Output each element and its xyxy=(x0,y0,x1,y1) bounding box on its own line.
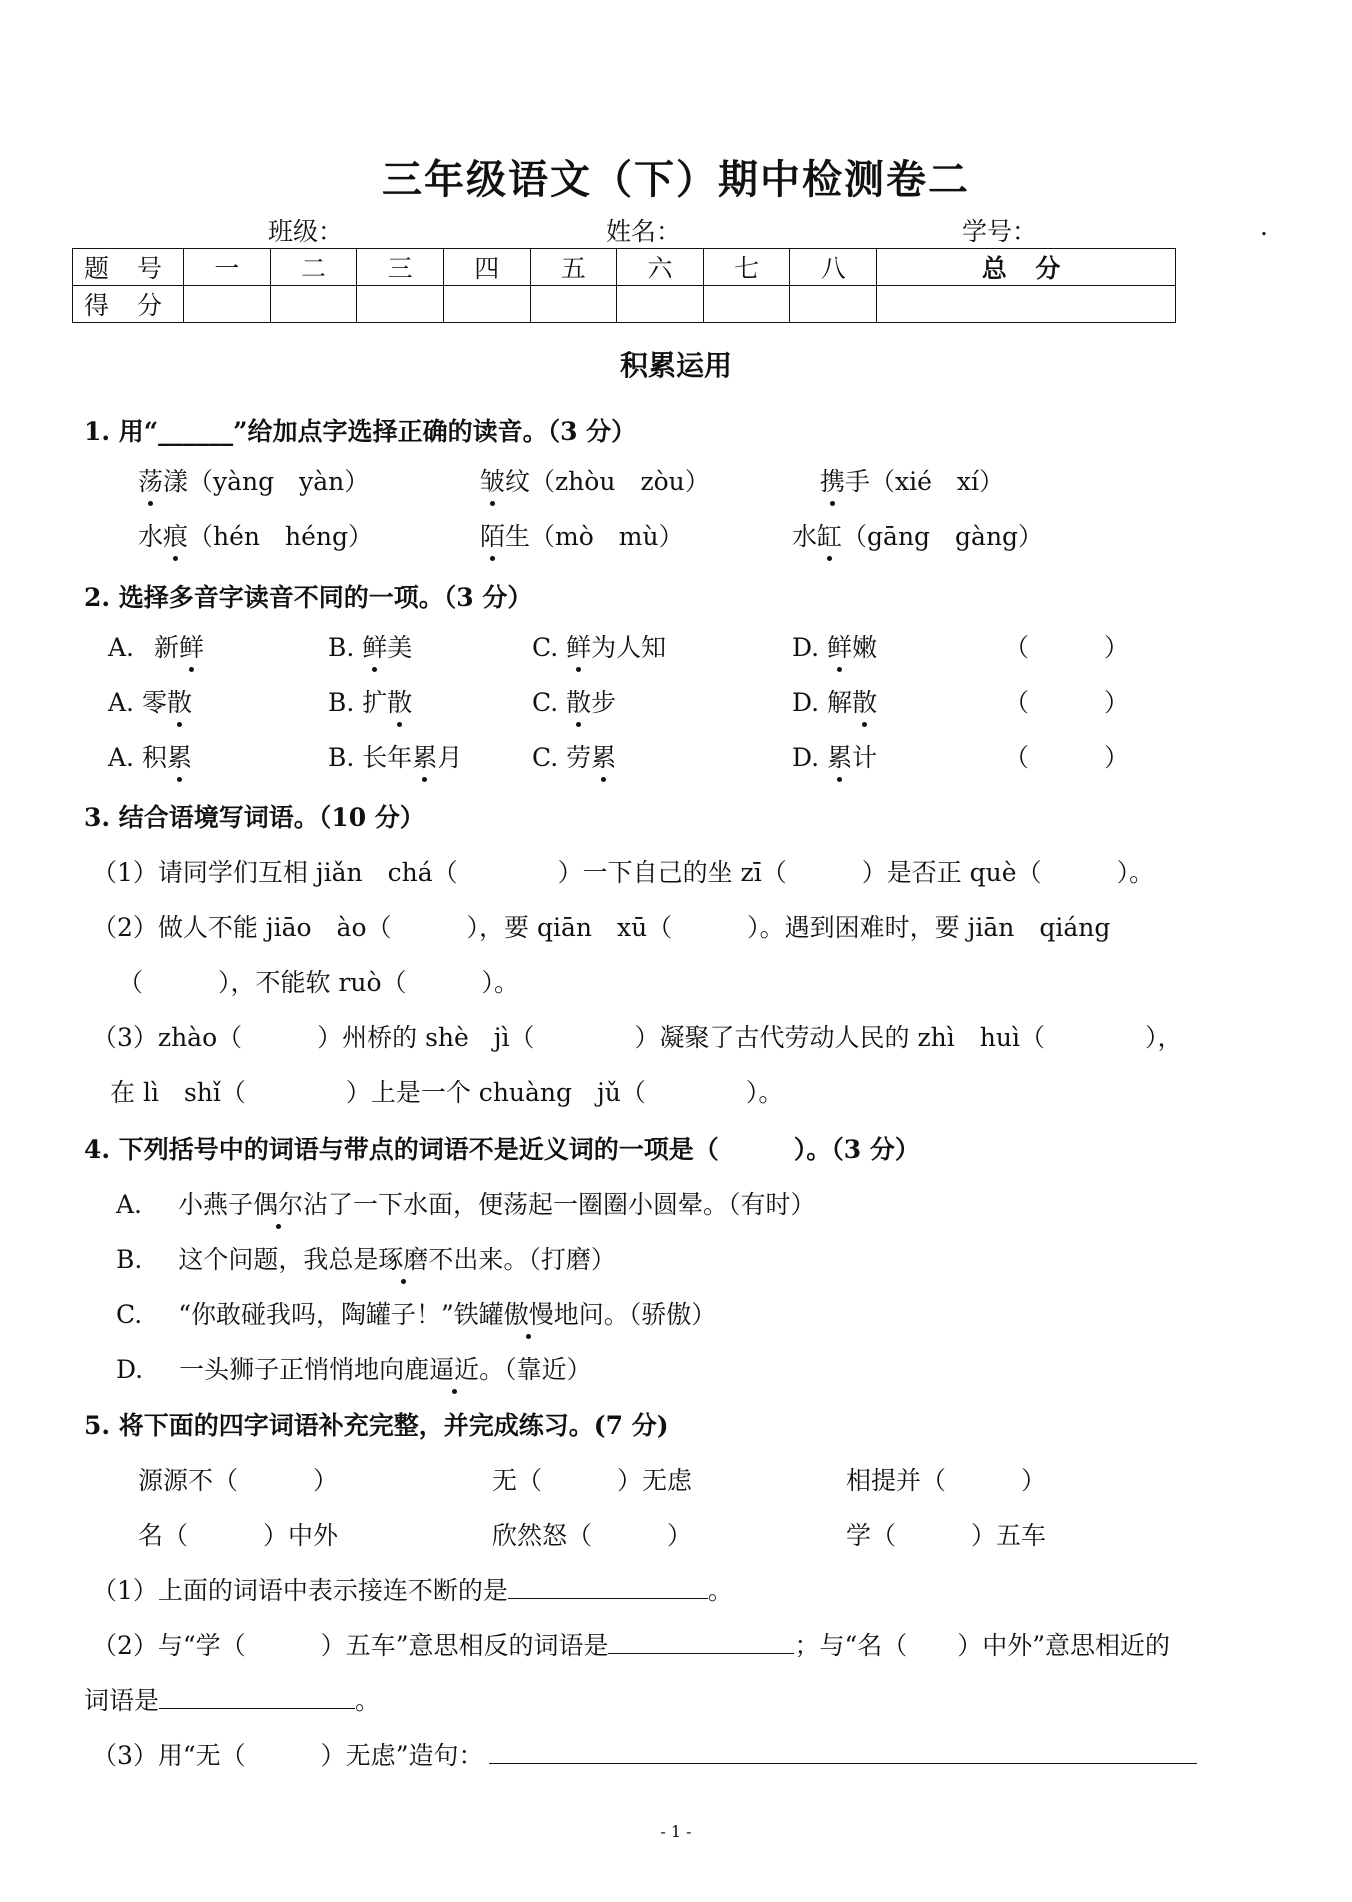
q5-sub3: （3）用“无（ ）无虑”造句： xyxy=(92,1736,1197,1772)
q3-line-4: （3）zhào（ ）州桥的 shè jì（ ）凝聚了古代劳动人民的 zhì huì（ ）， xyxy=(92,1023,1183,1052)
option-word: 劳累 xyxy=(566,743,616,772)
q1-item: 陌生（mò mù） xyxy=(480,517,684,553)
dotted-char: 痕 xyxy=(163,517,188,553)
score-cell[interactable] xyxy=(184,286,271,323)
col-3: 三 xyxy=(357,249,444,286)
q1-item: 皱纹（zhòu zòu） xyxy=(480,462,710,498)
exam-page: 三年级语文（下）期中检测卷二 班级： 姓名： 学号： . 题 号 一 二 三 四 五 六 七 八 总 分 得 分 积累运用 1. 用“______”给加点字选择正确的读音。（3 分） 荡漾（yàng yàn） 皱纹（zhòu zòu） 携手（xié xí） 水痕（hén héng） 陌生（mò mù） 水缸（gāng gàng） 2. 选择多音字读音不同的一项。（3 分） A. 新鲜 B. 鲜美 C. 鲜为人知 D. 鲜嫩 （ ） A. 零散 B. 扩散 C. 散步 D. 解散 （ ） A. 积累 B. 长年累月 C. 劳累 D. 累计 （ ） 3. 结合语境写词语。（10 分） （1）请同学们互相 jiǎn chá（ ）一下自己的坐 zī（ ）是否正 què（ ）。 （2）做人不能 jiāo ào（ ），要 qiān xū（ ）。遇到困难时，要 jiān qiáng （ ），不能软 ruò（ ）。 （3）zhào（ ）州桥的 shè jì（ ）凝聚了古代劳动人民的 zhì huì（ ）， 在 lì shǐ（ ）上是一个 chuàng jǔ（ ）。 4. 下列括号中的词语与带点的词语不是近义词的一项是（ ）。（3 分） A. 小燕子偶尔沾了一下水面，便荡起一圈圈小圆晕。（有时） B. 这个问题，我总是琢磨不出来。（打磨） C. “你敢碰我吗，陶罐子！”铁罐傲慢地问。（骄傲） D. 一头狮子正悄悄地向鹿逼近。（靠近） 5. 将下面的四字词语补充完整，并完成练习。(7 分) 源源不（ ） 无（ ）无虑 相提并（ ） 名（ ）中外 欣然怒（ ） 学（ ）五车 （1）上面的词语中表示接连不断的是 。 （2）与“学（ ）五车”意思相反的词语是 ；与“名（ ）中外”意思相近的 词语是 。 （3）用“无（ ）无虑”造句： - 1 - xyxy=(0,0,1352,1902)
q1-prompt: 1. 用“______”给加点字选择正确的读音。（3 分） xyxy=(84,417,637,446)
answer-paren[interactable]: （ ） xyxy=(1004,633,1130,662)
class-label: 班级： xyxy=(268,217,344,246)
q5-prompt: 5. 将下面的四字词语补充完整，并完成练习。(7 分) xyxy=(84,1411,669,1440)
q1-item: 水缸（gāng gàng） xyxy=(792,517,1043,553)
option-word: 鲜为人知 xyxy=(566,633,666,662)
q5-word: 源源不（ ） xyxy=(138,1466,339,1495)
score-table xyxy=(72,248,1176,323)
score-cell[interactable] xyxy=(877,286,1176,323)
col-2: 二 xyxy=(270,249,357,286)
row-label-question: 题 号 xyxy=(73,249,184,286)
score-table-header-row xyxy=(73,249,1176,286)
page-number: - 1 - xyxy=(660,1822,692,1841)
trailing-dot: . xyxy=(1260,212,1268,241)
score-cell[interactable] xyxy=(790,286,877,323)
q3-line-1: （1）请同学们互相 jiǎn chá（ ）一下自己的坐 zī（ ）是否正 què（ ）。 xyxy=(92,858,1155,887)
score-cell[interactable] xyxy=(443,286,530,323)
q4-option-d: D. 一头狮子正悄悄地向鹿逼近。（靠近） xyxy=(116,1350,592,1386)
q5-sub2: （2）与“学（ ）五车”意思相反的词语是 ；与“名（ ）中外”意思相近的 xyxy=(92,1631,1171,1660)
col-total: 总 分 xyxy=(877,249,1176,286)
answer-blank[interactable] xyxy=(159,1684,355,1709)
option-word: 鲜美 xyxy=(362,633,412,662)
score-cell[interactable] xyxy=(357,286,444,323)
q1-item: 携手（xié xí） xyxy=(820,462,1004,498)
answer-blank[interactable] xyxy=(608,1629,794,1654)
section-title: 积累运用 xyxy=(619,349,732,382)
q3-line-2: （2）做人不能 jiāo ào（ ），要 qiān xū（ ）。遇到困难时，要 jiān qiáng xyxy=(92,913,1111,942)
q4-prompt: 4. 下列括号中的词语与带点的词语不是近义词的一项是（ ）。（3 分） xyxy=(84,1135,920,1164)
option-word: 零散 xyxy=(142,688,192,717)
score-cell[interactable] xyxy=(270,286,357,323)
answer-paren[interactable]: （ ） xyxy=(1004,688,1130,717)
col-7: 七 xyxy=(703,249,790,286)
page-title: 三年级语文（下）期中检测卷二 xyxy=(382,156,970,203)
score-cell[interactable] xyxy=(530,286,617,323)
option-word: 解散 xyxy=(827,688,877,717)
option-word: 散步 xyxy=(566,688,616,717)
answer-paren[interactable]: （ ） xyxy=(1004,743,1130,772)
option-word: 积累 xyxy=(142,743,192,772)
score-cell[interactable] xyxy=(703,286,790,323)
q5-word: 相提并（ ） xyxy=(846,1466,1047,1495)
option-word: 扩散 xyxy=(362,688,412,717)
col-8: 八 xyxy=(790,249,877,286)
q5-word: 名（ ）中外 xyxy=(138,1521,339,1550)
answer-blank[interactable] xyxy=(489,1739,1197,1764)
q5-word: 学（ ）五车 xyxy=(846,1521,1047,1550)
q2-prompt: 2. 选择多音字读音不同的一项。（3 分） xyxy=(84,583,533,612)
row-label-score: 得 分 xyxy=(73,286,184,323)
dotted-char: 陌 xyxy=(480,517,505,553)
score-table-score-row xyxy=(73,286,1176,323)
q2-row-1: A. 新鲜 xyxy=(108,628,204,664)
q4-option-c: C. “你敢碰我吗，陶罐子！”铁罐傲慢地问。（骄傲） xyxy=(116,1295,716,1331)
option-word: 累计 xyxy=(827,743,877,772)
student-id-label: 学号： xyxy=(962,217,1038,246)
answer-blank[interactable] xyxy=(508,1574,708,1599)
col-5: 五 xyxy=(530,249,617,286)
q1-item: 荡漾（yàng yàn） xyxy=(138,462,369,498)
q5-sub1: （1）上面的词语中表示接连不断的是 。 xyxy=(92,1576,733,1605)
q5-word: 无（ ）无虑 xyxy=(492,1466,693,1495)
q1-item: 水痕（hén héng） xyxy=(138,517,373,553)
q3-prompt: 3. 结合语境写词语。（10 分） xyxy=(84,803,425,832)
option-word: 新鲜 xyxy=(154,633,204,662)
q4-option-b: B. 这个问题，我总是琢磨不出来。（打磨） xyxy=(116,1240,616,1276)
score-cell[interactable] xyxy=(617,286,704,323)
dotted-char: 皱 xyxy=(480,462,505,498)
name-label: 姓名： xyxy=(606,217,682,246)
dotted-char: 荡 xyxy=(138,462,163,498)
col-1: 一 xyxy=(184,249,271,286)
q3-line-5: 在 lì shǐ（ ）上是一个 chuàng jǔ（ ）。 xyxy=(110,1078,784,1107)
col-6: 六 xyxy=(617,249,704,286)
q5-sub2-cont: 词语是 。 xyxy=(84,1686,381,1715)
dotted-char: 缸 xyxy=(817,517,842,553)
option-word: 鲜嫩 xyxy=(827,633,877,662)
q5-word: 欣然怒（ ） xyxy=(492,1521,693,1550)
dotted-char: 携 xyxy=(820,462,845,498)
q3-line-3: （ ），不能软 ruò（ ）。 xyxy=(118,968,520,997)
option-word: 长年累月 xyxy=(362,743,462,772)
col-4: 四 xyxy=(443,249,530,286)
q4-option-a: A. 小燕子偶尔沾了一下水面，便荡起一圈圈小圆晕。（有时） xyxy=(116,1185,816,1221)
